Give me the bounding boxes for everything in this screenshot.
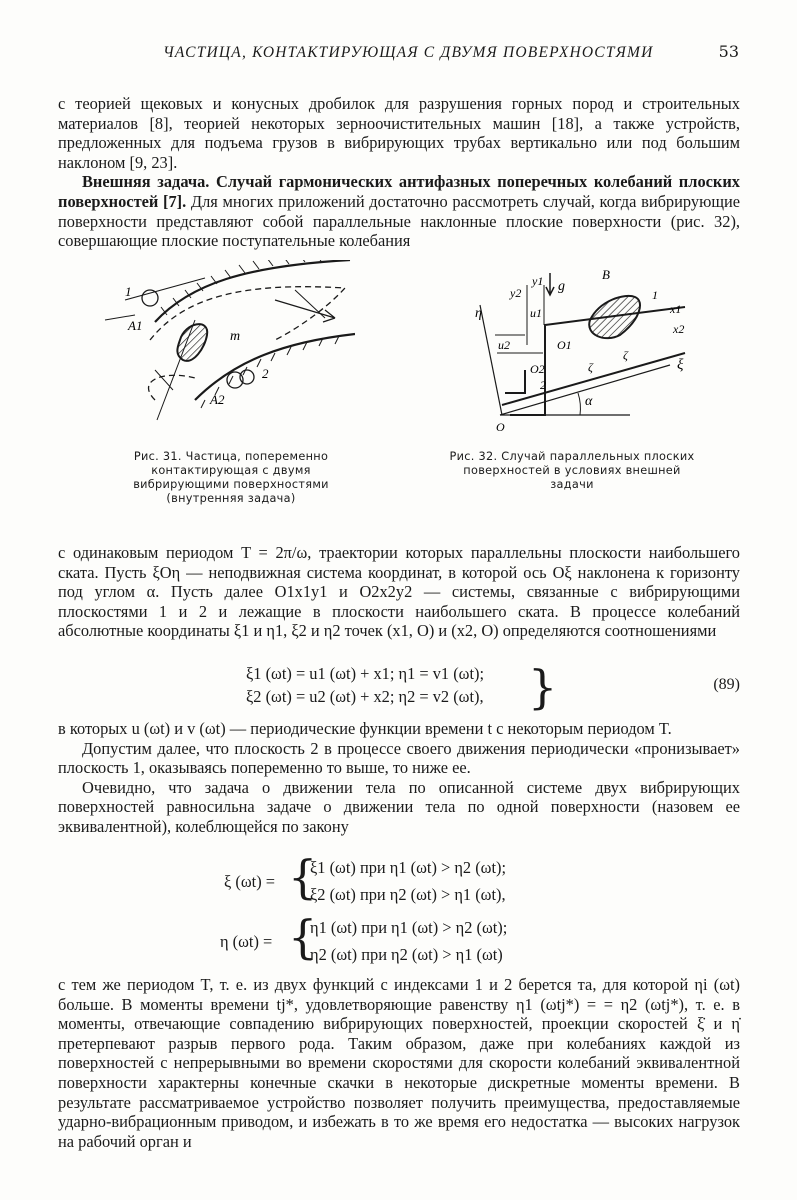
right-brace: } xyxy=(528,660,558,714)
fig31-label-a1: A1 xyxy=(128,318,143,333)
xi-case-1: ξ1 (ωt) при η1 (ωt) > η2 (ωt); xyxy=(310,858,507,877)
xi-case-2: ξ2 (ωt) при η2 (ωt) > η1 (ωt), xyxy=(310,885,506,904)
figure-32-caption: Рис. 32. Случай параллельных плоских поверхностей в условиях внешней задачи xyxy=(449,450,695,491)
upper-surface-dashed xyxy=(150,287,345,340)
xi-lhs: ξ (ωt) = xyxy=(224,872,276,891)
fig32-label-y2: y2 xyxy=(510,286,522,300)
fig32-label-eta: η xyxy=(475,306,482,321)
fig31-label-m: m xyxy=(230,329,241,344)
paragraph-1: с теорией щековых и конусных дробилок для разрушения горных пород и строительных материалов [8], теорией некоторых зерноочистительных машин [18], а также устройств, предложенных для подъема грузов в вибрирующих трубах вертикально или под большим наклоном [9, 23]. xyxy=(58,94,740,172)
upper-surface xyxy=(155,260,350,322)
fig32-label-o1: O1 xyxy=(557,338,572,352)
eta-case-2: η2 (ωt) при η2 (ωt) > η1 (ωt) xyxy=(310,945,503,964)
equation-number: (89) xyxy=(713,676,740,693)
fig32-label-x2: x2 xyxy=(673,322,685,336)
fig32-label-o2: O2 xyxy=(530,362,545,376)
fig32-label-u2: u2 xyxy=(498,338,510,352)
figure-31 xyxy=(95,260,355,440)
xi-brace: { xyxy=(288,850,318,904)
figure-31-caption: Рис. 31. Частица, попеременно контактирующая с двумя вибрирующими поверхностями (внутренняя задача) xyxy=(133,450,329,505)
paragraph-6: Очевидно, что задача о движении тела по описанной системе двух вибрирующих поверхностей равносильна задаче о движении тела по одной поверхности (назовем ее эквивалентной), колеблющейся по закону xyxy=(58,777,740,836)
fig32-label-y1: y1 xyxy=(532,274,544,288)
eta-brace: { xyxy=(288,910,318,964)
paragraph-7: с тем же периодом T, т. е. из двух функций с индексами 1 и 2 берется та, для которой ηi (ωt) больше. В моменты времени tj*, удовлетворяющие равенству η1 (ωtj*) = = η2 (ωtj*), т. е. в моменты, отвечающие совпадению вибрирующих поверхностей, проекции скоростей ξ̇ и η̇ претерпевают разрыв первого рода. Таким образом, даже при колебаниях каждой из поверхностей с непрерывными во времени скоростями для скорости колебаний эквивалентной поверхности характерны конечные скачки в некоторые дискретные моменты времени. В результате рассматриваемое устройство позволяет получить преимущества, предоставляемые ударно-вибрационным приводом, и избежать в то же время его недостатка — высоких нагрузок на рабочий орган и xyxy=(58,975,740,1151)
fig32-label-x1: x1 xyxy=(670,302,682,316)
paragraph-2 xyxy=(58,172,740,250)
fig32-label-alpha: α xyxy=(585,394,593,409)
fig32-label-1: 1 xyxy=(652,288,658,302)
fig32-label-g: g xyxy=(558,279,565,294)
paragraph-3: с одинаковым периодом T = 2π/ω, траектории которых параллельны плоскости наибольшего ската. Пусть ξOη — неподвижная система координат, в которой ось Oξ наклонена к горизонту под углом α. Пусть далее O1x1y1 и O2x2y2 — системы, связанные с вибрирующими плоскостями 1 и 2 и лежащие в плоскости наибольшего ската. В процессе колебаний абсолютные координаты ξ1 и η1, ξ2 и η2 точек (x1, O) и (x2, O) определяются соотношениями xyxy=(58,543,740,641)
page-header xyxy=(58,44,739,68)
paragraph-5: Допустим далее, что плоскость 2 в процессе своего движения периодически «пронизывает» плоскость 1, оказываясь попеременно то выше, то ниже ее. xyxy=(58,738,740,778)
eta-lhs: η (ωt) = xyxy=(220,932,273,951)
eta-case-1: η1 (ωt) при η1 (ωt) > η2 (ωt); xyxy=(310,918,508,937)
fig31-label-a2: A2 xyxy=(210,392,225,407)
plane-line-lower xyxy=(502,353,685,405)
figure-32 xyxy=(440,265,710,435)
fig32-label-u1: u1 xyxy=(530,306,542,320)
equation-89-line-2: ξ2 (ωt) = u2 (ωt) + x2; η2 = v2 (ωt), xyxy=(246,687,484,706)
fig31-label-1: 1 xyxy=(125,284,132,299)
fig32-label-o: O xyxy=(496,420,505,434)
equation-89-line-1: ξ1 (ωt) = u1 (ωt) + x1; η1 = v1 (ωt); xyxy=(246,664,485,683)
fig32-label-b: B xyxy=(602,267,610,282)
fig32-label-zeta-1: ζ xyxy=(588,360,593,374)
paragraph-intro xyxy=(58,94,740,251)
page-number: 53 xyxy=(718,42,739,61)
plane-2 xyxy=(505,370,525,393)
equation-89 xyxy=(58,662,740,712)
lower-surface-dashed xyxy=(149,375,195,400)
paragraph-4: в которых u (ωt) и v (ωt) — периодические функции времени t с некоторым периодом T. xyxy=(58,719,672,738)
lower-surface xyxy=(195,334,355,400)
fig32-label-2: 2 xyxy=(540,378,546,392)
fig32-label-xi: ξ xyxy=(677,357,684,373)
section-heading: Внешняя задача. Случай гармонических антифазных поперечных колебаний плоских поверхностей [7]. xyxy=(58,172,740,211)
paragraph-4-6 xyxy=(58,719,740,837)
body-b xyxy=(589,296,640,338)
fig32-label-zeta-2: ζ xyxy=(623,348,628,362)
running-title: ЧАСТИЦА, КОНТАКТИРУЮЩАЯ С ДВУМЯ ПОВЕРХНОСТЯМИ xyxy=(163,44,654,61)
paragraph-2-text: Для многих приложений достаточно рассмотреть случай, когда вибрирующие поверхности представляют собой параллельные наклонные плоские поверхности (рис. 32), совершающие плоские поступательные колебания xyxy=(58,191,740,251)
fig31-label-2: 2 xyxy=(262,366,269,381)
eta-axis xyxy=(480,305,502,415)
piecewise-equations xyxy=(58,850,740,966)
